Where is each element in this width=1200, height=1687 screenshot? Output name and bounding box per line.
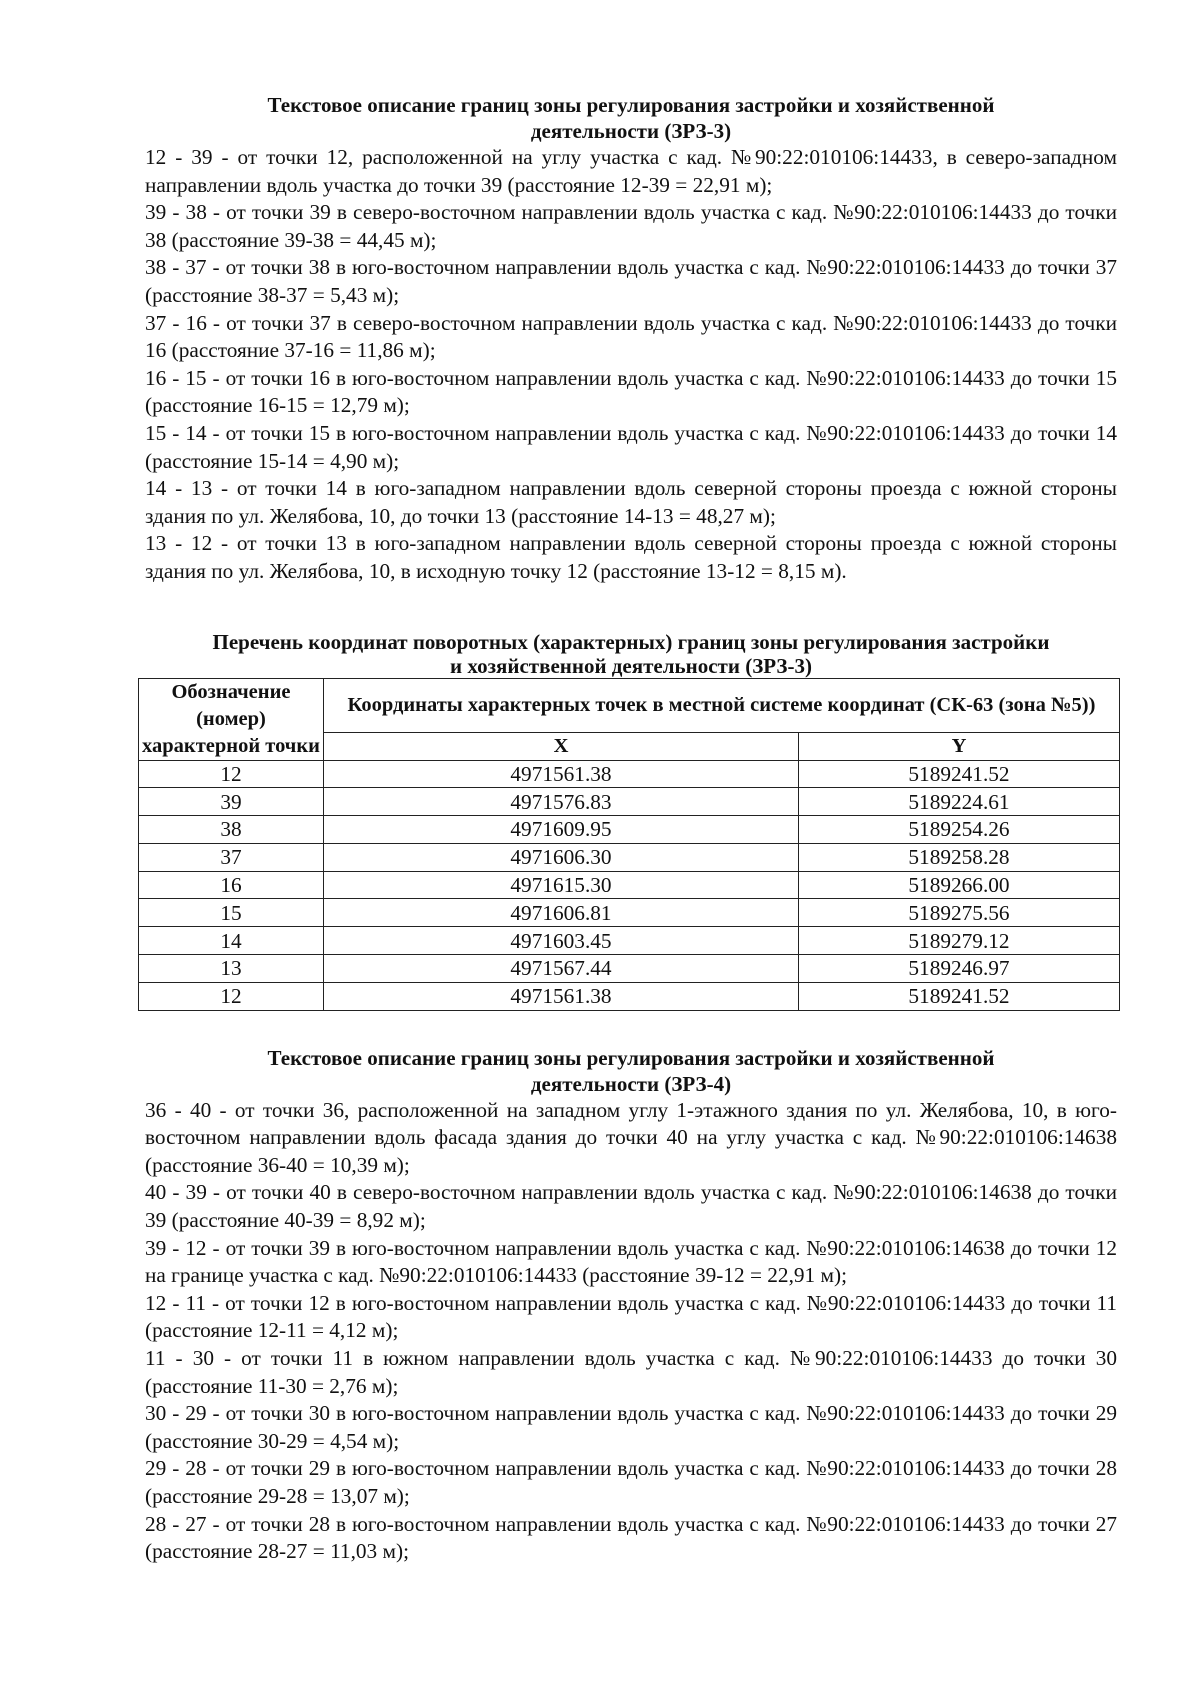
table-row bbox=[139, 871, 1120, 899]
boundary-paragraph: 37 - 16 - от точки 37 в северо-восточном направлении вдоль участка с кад. №90:22:010106:14433 до точки 16 (расстояние 37-16 = 11,86 м); bbox=[145, 310, 1117, 363]
boundary-paragraph: 39 - 12 - от точки 39 в юго-восточном направлении вдоль участка с кад. №90:22:010106:14638 до точки 12 на границе участка с кад. №90:22:010106:14433 (расстояние 39-12 = 22,91 м); bbox=[145, 1235, 1117, 1288]
cell-x: 4971606.81 bbox=[324, 899, 799, 927]
boundary-paragraph: 12 - 39 - от точки 12, расположенной на углу участка с кад. №90:22:010106:14433, в северо-западном направлении вдоль участка до точки 39 (расстояние 12-39 = 22,91 м); bbox=[145, 145, 1117, 197]
boundary-paragraph: 40 - 39 - от точки 40 в северо-восточном направлении вдоль участка с кад. №90:22:010106:14638 до точки 39 (расстояние 40-39 = 8,92 м); bbox=[145, 1180, 1117, 1233]
cell-x: 4971576.83 bbox=[324, 788, 799, 816]
table-title bbox=[145, 630, 1117, 678]
section-zrz4-description bbox=[145, 1045, 1117, 1566]
table-title-line-1: Перечень координат поворотных (характерных) границ зоны регулирования застройки bbox=[212, 629, 1050, 654]
boundary-paragraph: 16 - 15 - от точки 16 в юго-восточном направлении вдоль участка с кад. №90:22:010106:14433 до точки 15 (расстояние 16-15 = 12,79 м); bbox=[145, 365, 1117, 418]
cell-x: 4971615.30 bbox=[324, 871, 799, 899]
cell-y: 5189279.12 bbox=[799, 927, 1120, 955]
heading-line-2: деятельности (ЗРЗ-4) bbox=[530, 1071, 732, 1096]
cell-y: 5189275.56 bbox=[799, 899, 1120, 927]
table-row bbox=[139, 955, 1120, 983]
table-row bbox=[139, 899, 1120, 927]
heading-line-1: Текстовое описание границ зоны регулирования застройки и хозяйственной bbox=[267, 93, 995, 117]
boundary-paragraph: 13 - 12 - от точки 13 в юго-западном направлении вдоль северной стороны проезда с южной стороны здания по ул. Желябова, 10, в исходную точку 12 (расстояние 13-12 = 8,15 м). bbox=[145, 531, 1117, 583]
cell-x: 4971561.38 bbox=[324, 982, 799, 1010]
cell-y: 5189246.97 bbox=[799, 955, 1120, 983]
heading-line-1: Текстовое описание границ зоны регулирования застройки и хозяйственной bbox=[267, 1045, 995, 1070]
header-x: X bbox=[324, 732, 799, 760]
table-header-row bbox=[139, 678, 1120, 732]
table-row bbox=[139, 982, 1120, 1010]
boundary-paragraph: 28 - 27 - от точки 28 в юго-восточном направлении вдоль участка с кад. №90:22:010106:14433 до точки 27 (расстояние 28-27 = 11,03 м); bbox=[145, 1511, 1117, 1564]
cell-point: 38 bbox=[139, 816, 324, 844]
boundary-paragraph: 36 - 40 - от точки 36, расположенной на западном углу 1-этажного здания по ул. Желябова, 10, в юго-восточном направлении вдоль фасада здания до точки 40 на углу участка с кад. №90:22:010106:14638 (расстояние 36-40 = 10,39 м); bbox=[145, 1097, 1117, 1177]
header-point-number: Обозначение (номер) характерной точки bbox=[139, 678, 324, 760]
cell-point: 13 bbox=[139, 955, 324, 983]
cell-y: 5189258.28 bbox=[799, 843, 1120, 871]
boundary-paragraph: 39 - 38 - от точки 39 в северо-восточном направлении вдоль участка с кад. №90:22:010106:14433 до точки 38 (расстояние 39-38 = 44,45 м); bbox=[145, 200, 1117, 252]
section-heading bbox=[145, 92, 1117, 144]
table-row bbox=[139, 927, 1120, 955]
cell-x: 4971606.30 bbox=[324, 843, 799, 871]
cell-y: 5189266.00 bbox=[799, 871, 1120, 899]
cell-x: 4971609.95 bbox=[324, 816, 799, 844]
header-coordinates: Координаты характерных точек в местной системе координат (СК-63 (зона №5)) bbox=[324, 678, 1120, 732]
boundary-paragraph: 38 - 37 - от точки 38 в юго-восточном направлении вдоль участка с кад. №90:22:010106:14433 до точки 37 (расстояние 38-37 = 5,43 м); bbox=[145, 255, 1117, 307]
table-row bbox=[139, 760, 1120, 788]
boundary-paragraph: 15 - 14 - от точки 15 в юго-восточном направлении вдоль участка с кад. №90:22:010106:14433 до точки 14 (расстояние 15-14 = 4,90 м); bbox=[145, 420, 1117, 473]
cell-point: 12 bbox=[139, 760, 324, 788]
boundary-paragraph: 29 - 28 - от точки 29 в юго-восточном направлении вдоль участка с кад. №90:22:010106:14433 до точки 28 (расстояние 29-28 = 13,07 м); bbox=[145, 1456, 1117, 1508]
document-page bbox=[142, 92, 1117, 1566]
table-row bbox=[139, 843, 1120, 871]
cell-x: 4971603.45 bbox=[324, 927, 799, 955]
header-y: Y bbox=[799, 732, 1120, 760]
cell-y: 5189241.52 bbox=[799, 760, 1120, 788]
cell-x: 4971567.44 bbox=[324, 955, 799, 983]
cell-point: 39 bbox=[139, 788, 324, 816]
cell-y: 5189224.61 bbox=[799, 788, 1120, 816]
cell-point: 37 bbox=[139, 843, 324, 871]
section-heading bbox=[145, 1045, 1117, 1097]
boundary-paragraph: 30 - 29 - от точки 30 в юго-восточном направлении вдоль участка с кад. №90:22:010106:14433 до точки 29 (расстояние 30-29 = 4,54 м); bbox=[145, 1401, 1117, 1453]
cell-x: 4971561.38 bbox=[324, 760, 799, 788]
boundary-paragraph: 11 - 30 - от точки 11 в южном направлении вдоль участка с кад. №90:22:010106:14433 до точки 30 (расстояние 11-30 = 2,76 м); bbox=[145, 1346, 1117, 1398]
heading-line-2: деятельности (ЗРЗ-3) bbox=[530, 119, 732, 143]
cell-point: 14 bbox=[139, 927, 324, 955]
table-title-line-2: и хозяйственной деятельности (ЗРЗ-3) bbox=[450, 653, 812, 678]
coordinates-table bbox=[138, 678, 1120, 1011]
cell-point: 12 bbox=[139, 982, 324, 1010]
cell-point: 16 bbox=[139, 871, 324, 899]
table-row bbox=[139, 816, 1120, 844]
boundary-paragraph: 12 - 11 - от точки 12 в юго-восточном направлении вдоль участка с кад. №90:22:010106:14433 до точки 11 (расстояние 12-11 = 4,12 м); bbox=[145, 1290, 1117, 1343]
cell-y: 5189241.52 bbox=[799, 982, 1120, 1010]
table-row bbox=[139, 788, 1120, 816]
section-zrz3-description bbox=[145, 92, 1117, 586]
cell-point: 15 bbox=[139, 899, 324, 927]
boundary-paragraph: 14 - 13 - от точки 14 в юго-западном направлении вдоль северной стороны проезда с южной стороны здания по ул. Желябова, 10, до точки 13 (расстояние 14-13 = 48,27 м); bbox=[145, 476, 1117, 528]
cell-y: 5189254.26 bbox=[799, 816, 1120, 844]
